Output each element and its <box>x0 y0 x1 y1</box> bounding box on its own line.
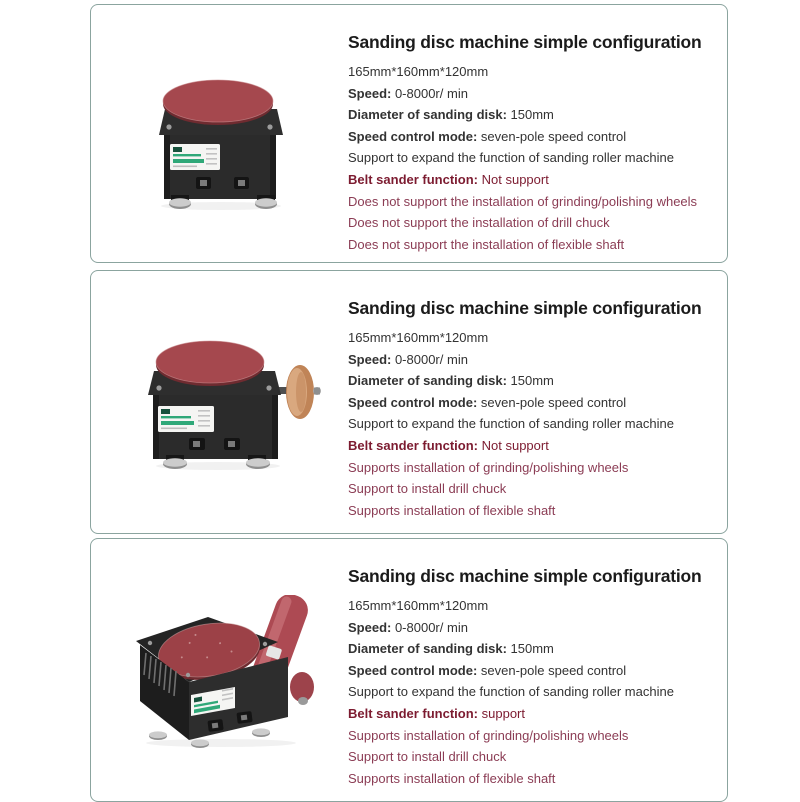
plate-screw <box>267 124 272 129</box>
spec-line <box>348 638 720 660</box>
spec-line <box>348 392 720 414</box>
spec-line <box>348 617 720 639</box>
spec-value: 165mm*160mm*120mm <box>348 330 489 345</box>
product-card-belt-sander <box>90 538 728 802</box>
spec-value: Support to expand the function of sanding roller machine <box>348 416 674 432</box>
spec-line <box>348 349 720 371</box>
spec-line <box>348 660 720 682</box>
spec-label: Speed: <box>348 85 392 101</box>
plate-screw <box>156 385 161 390</box>
spec-value: 165mm*160mm*120mm <box>348 64 489 79</box>
plate-screw <box>166 124 171 129</box>
spec-value: 150mm <box>506 641 554 657</box>
spec-value: Support to install drill chuck <box>348 481 507 497</box>
spec-line <box>348 370 720 392</box>
spec-line <box>348 234 720 256</box>
product-image-polishing-wheel <box>148 337 323 471</box>
plate-screw <box>266 385 271 390</box>
spec-line <box>348 327 720 349</box>
spec-line <box>348 681 720 703</box>
spec-line <box>348 126 720 148</box>
spec-line-belt-sander <box>348 435 720 457</box>
spec-line <box>348 595 720 617</box>
spec-value: Support to expand the function of sanding roller machine <box>348 684 674 700</box>
spec-value: Does not support the installation of flexible shaft <box>348 236 625 252</box>
spec-line <box>348 212 720 234</box>
spec-line <box>348 500 720 522</box>
plate-screw <box>186 673 190 677</box>
spec-label: Diameter of sanding disk: <box>348 373 507 389</box>
spec-value: 150mm <box>506 373 554 389</box>
spec-label: Belt sander function: <box>348 705 479 721</box>
spec-line <box>348 746 720 768</box>
spec-value: 0-8000r/ min <box>391 351 468 367</box>
spec-line-belt-sander <box>348 703 720 725</box>
spec-label: Speed: <box>348 351 392 367</box>
spec-value: Supports installation of grinding/polishing wheels <box>348 727 629 743</box>
spec-value: support <box>478 705 525 721</box>
spec-label: Speed control mode: <box>348 662 478 678</box>
spec-line <box>348 413 720 435</box>
spec-value: seven-pole speed control <box>477 394 627 410</box>
product-image-belt-sander <box>136 595 318 749</box>
card-title: Sanding disc machine simple configuration <box>348 566 702 586</box>
spec-value: 165mm*160mm*120mm <box>348 598 489 613</box>
spec-line <box>348 478 720 500</box>
spec-label: Speed control mode: <box>348 394 478 410</box>
spec-value: Supports installation of flexible shaft <box>348 770 556 786</box>
spec-line <box>348 61 720 83</box>
product-label <box>170 144 220 170</box>
spec-value: Supports installation of grinding/polishing wheels <box>348 459 629 475</box>
plate-screw <box>263 642 267 646</box>
spec-line <box>348 147 720 169</box>
product-label <box>158 406 214 432</box>
card-title: Sanding disc machine simple configuration <box>348 32 702 52</box>
machine-illustration-basic <box>157 79 285 211</box>
spec-list <box>348 32 720 255</box>
product-card-basic <box>90 4 728 263</box>
spec-list <box>348 566 720 789</box>
spec-label: Speed control mode: <box>348 128 478 144</box>
product-card-polishing-wheel <box>90 270 728 534</box>
spec-line <box>348 104 720 126</box>
plate-screw <box>148 641 152 645</box>
spec-line <box>348 83 720 105</box>
spec-value: Supports installation of flexible shaft <box>348 502 556 518</box>
spec-value: 150mm <box>506 107 554 123</box>
polishing-wheel <box>286 365 321 419</box>
spec-value: Does not support the installation of drill chuck <box>348 215 610 231</box>
spec-label: Speed: <box>348 619 392 635</box>
spec-value: Does not support the installation of grinding/polishing wheels <box>348 193 698 209</box>
spec-label: Belt sander function: <box>348 171 479 187</box>
spec-value: Not support <box>478 171 549 187</box>
spec-value: seven-pole speed control <box>477 662 627 678</box>
spec-value: Support to expand the function of sanding roller machine <box>348 150 674 166</box>
machine-illustration-belt-sander <box>136 595 318 749</box>
spec-label: Belt sander function: <box>348 437 479 453</box>
spec-value: 0-8000r/ min <box>391 85 468 101</box>
spec-line <box>348 768 720 790</box>
spec-value: 0-8000r/ min <box>391 619 468 635</box>
spec-value: seven-pole speed control <box>477 128 627 144</box>
spec-value: Support to install drill chuck <box>348 749 507 765</box>
spec-value: Not support <box>478 437 549 453</box>
product-image-basic <box>157 79 285 211</box>
machine-illustration-polishing-wheel <box>148 337 323 471</box>
spec-label: Diameter of sanding disk: <box>348 107 507 123</box>
spec-list <box>348 298 720 521</box>
spec-line <box>348 725 720 747</box>
spec-label: Diameter of sanding disk: <box>348 641 507 657</box>
spec-line <box>348 457 720 479</box>
spec-line <box>348 191 720 213</box>
spec-line-belt-sander <box>348 169 720 191</box>
card-title: Sanding disc machine simple configuration <box>348 298 702 318</box>
